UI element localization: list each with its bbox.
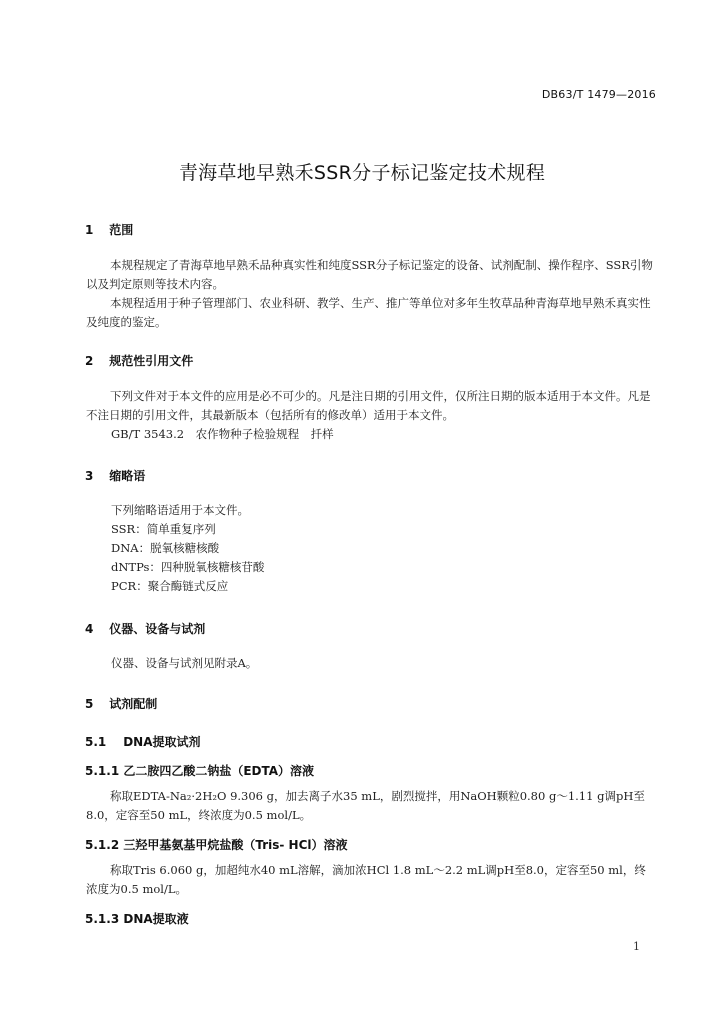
- abbreviations-intro: 下列缩略语适用于本文件。: [111, 503, 249, 517]
- subsection-number: 5.1.1: [85, 764, 120, 778]
- normative-reference: GB/T 3543.2 农作物种子检验规程 扦样: [111, 427, 334, 441]
- section-2-paragraph-1: 下列文件对于本文件的应用是必不可少的。凡是注日期的引用文件，仅所注日期的版本适用于本文件。凡是不注日期的引用文件，其最新版本（包括所有的修改单）适用于本文件。: [86, 389, 651, 422]
- section-3-heading: [85, 467, 145, 484]
- abbreviation-item: DNA：脱氧核糖核酸: [111, 541, 220, 555]
- section-1-paragraph-1: 本规程规定了青海草地早熟禾品种真实性和纯度SSR分子标记鉴定的设备、试剂配制、操作程序、SSR引物以及判定原则等技术内容。: [86, 258, 653, 291]
- subsection-title: DNA提取液: [123, 912, 189, 926]
- abbreviation-item: SSR：简单重复序列: [111, 522, 216, 536]
- section-1-paragraph-2: 本规程适用于种子管理部门、农业科研、教学、生产、推广等单位对多年生牧草品种青海草地早熟禾真实性及纯度的鉴定。: [86, 296, 651, 329]
- section-number: 5: [85, 697, 94, 711]
- subsection-5-1-1-paragraph: 称取EDTA-Na₂·2H₂O 9.306 g，加去离子水35 mL，剧烈搅拌，用NaOH颗粒0.80 g～1.11 g调pH至8.0，定容至50 mL，终浓度为0.5 mol/L。: [86, 789, 645, 822]
- page-number: 1: [633, 940, 640, 953]
- section-title: 仪器、设备与试剂: [109, 622, 206, 636]
- abbreviation-item: PCR：聚合酶链式反应: [111, 579, 229, 593]
- subsection-5-1-2-heading: [85, 836, 348, 853]
- section-number: 2: [85, 354, 94, 368]
- subsection-number: 5.1.3: [85, 912, 120, 926]
- subsection-title: DNA提取试剂: [123, 735, 201, 749]
- subsection-5-1-1-heading: [85, 762, 314, 779]
- section-2-heading: [85, 352, 193, 369]
- subsection-5-1-heading: [85, 733, 200, 750]
- section-title: 范围: [109, 223, 134, 237]
- subsection-5-1-2-paragraph: 称取Tris 6.060 g，加超纯水40 mL溶解，滴加浓HCl 1.8 mL～2.2 mL调pH至8.0，定容至50 ml，终浓度为0.5 mol/L。: [86, 863, 646, 896]
- section-number: 4: [85, 622, 94, 636]
- section-title: 规范性引用文件: [109, 354, 194, 368]
- section-5-heading: [85, 695, 157, 712]
- section-1-heading: [85, 221, 133, 238]
- document-title: 青海草地早熟禾SSR分子标记鉴定技术规程: [178, 162, 546, 184]
- subsection-number: 5.1.2: [85, 838, 120, 852]
- subsection-5-1-3-heading: [85, 910, 189, 927]
- abbreviation-item: dNTPs：四种脱氧核糖核苷酸: [111, 560, 265, 574]
- section-number: 1: [85, 223, 94, 237]
- subsection-number: 5.1: [85, 735, 107, 749]
- standard-code: DB63/T 1479—2016: [541, 88, 656, 101]
- section-number: 3: [85, 469, 94, 483]
- section-title: 缩略语: [109, 469, 146, 483]
- section-4-paragraph-1: 仪器、设备与试剂见附录A。: [111, 656, 258, 670]
- subsection-title: 乙二胺四乙酸二钠盐（EDTA）溶液: [123, 764, 315, 778]
- subsection-title: 三羟甲基氨基甲烷盐酸（Tris- HCl）溶液: [123, 838, 348, 852]
- section-title: 试剂配制: [109, 697, 158, 711]
- section-4-heading: [85, 620, 205, 637]
